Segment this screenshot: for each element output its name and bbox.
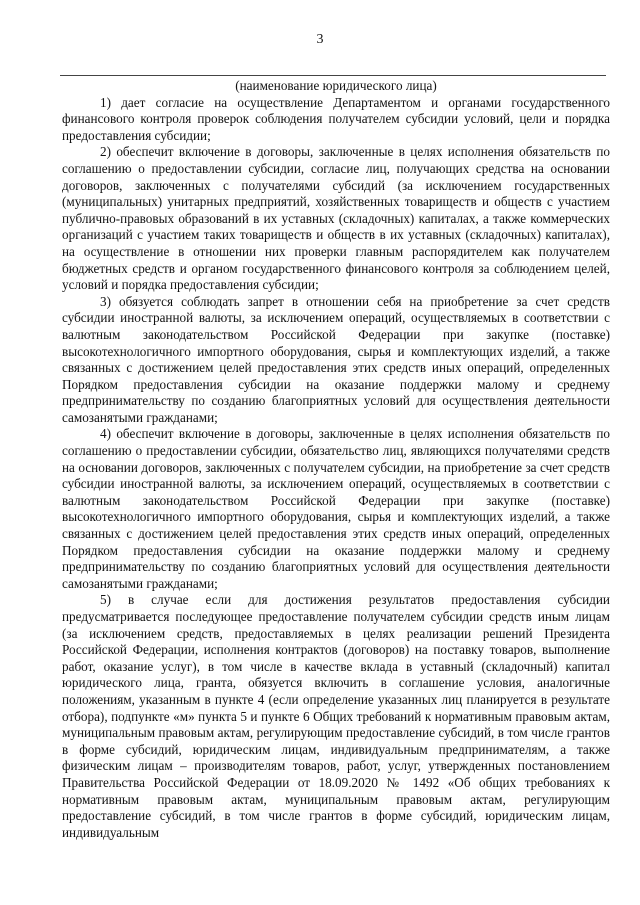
clause-3: 3) обязуется соблюдать запрет в отношении себя на приобретение за счет средств субсидии иностранной валюты, за исключением операций, осуществляемых в соответствии с валютным законодательством Российской Федерации при закупке (поставке) высокотехнологичного импортного оборудования, сырья и комплектующих изделий, а также связанных с достижением целей предоставления этих средств иных операций, определенных Порядком предоставления субсидии на оказание поддержки малому и среднему предпринимательству по созданию благоприятных условий для осуществления деятельности самозанятыми гражданами; [62,293,610,425]
signature-line [60,75,606,76]
clause-5: 5) в случае если для достижения результатов предоставления субсидии предусматривается последующее предоставление получателем субсидии средств иным лицам (за исключением средств, предоставляемых в целях реализации решений Президента Российской Федерации, исполнения контрактов (договоров) на поставку товаров, выполнение работ, оказание услуг), в том числе в качестве вклада в уставный (складочный) капитал юридического лица, гранта, обязуется включить в соглашение условия, аналогичные положениям, указанным в пункте 4 (если определение указанных лиц планируется в результате отбора), подпункте «м» пункта 5 и пункте 6 Общих требований к нормативным правовым актам, муниципальным правовым актам, регулирующим предоставление субсидий, в том числе грантов в форме субсидий, юридическим лицам, индивидуальным предпринимателям, а также физическим лицам – производителям товаров, работ, услуг, утвержденных постановлением Правительства Российской Федерации от 18.09.2020 № 1492 «Об общих требованиях к нормативным правовым актам, муниципальным правовым актам, регулирующим предоставление субсидий, в том числе грантов в форме субсидий, юридическим лицам, индивидуальным [62,592,610,840]
clause-1: 1) дает согласие на осуществление Департаментом и органами государственного финансового контроля проверок соблюдения получателем субсидии условий, цели и порядка предоставления субсидии; [62,94,610,143]
legal-entity-caption: (наименование юридического лица) [235,78,437,93]
document-body [62,78,610,841]
clause-2: 2) обеспечит включение в договоры, заключенные в целях исполнения обязательств по соглашению о предоставлении субсидии, согласие лиц, получающих средства на основании договоров, заключенных с получателями субсидий (за исключением государственных (муниципальных) унитарных предприятий, хозяйственных товариществ и обществ с участием публично-правовых образований в их уставных (складочных) капиталах, а также коммерческих организаций с участием таких товариществ и обществ в их уставных (складочных) капиталах), на осуществление в отношении них проверки главным распорядителем как получателем бюджетных средств и органом государственного финансового контроля за соблюдением целей, условий и порядка предоставления субсидии; [62,144,610,293]
page-number: 3 [316,32,324,47]
clause-4: 4) обеспечит включение в договоры, заключенные в целях исполнения обязательств по соглашению о предоставлении субсидии, обязательство лиц, являющихся получателями средств на основании договоров, заключенных с получателем субсидии, на приобретение за счет средств субсидии иностранной валюты, за исключением операций, осуществляемых в соответствии с валютным законодательством Российской Федерации при закупке (поставке) высокотехнологичного импортного оборудования, сырья и комплектующих изделий, а также связанных с достижением целей предоставления этих средств иных операций, определенных Порядком предоставления субсидии на оказание поддержки малому и среднему предпринимательству по созданию благоприятных условий для осуществления деятельности самозанятыми гражданами; [62,426,610,591]
